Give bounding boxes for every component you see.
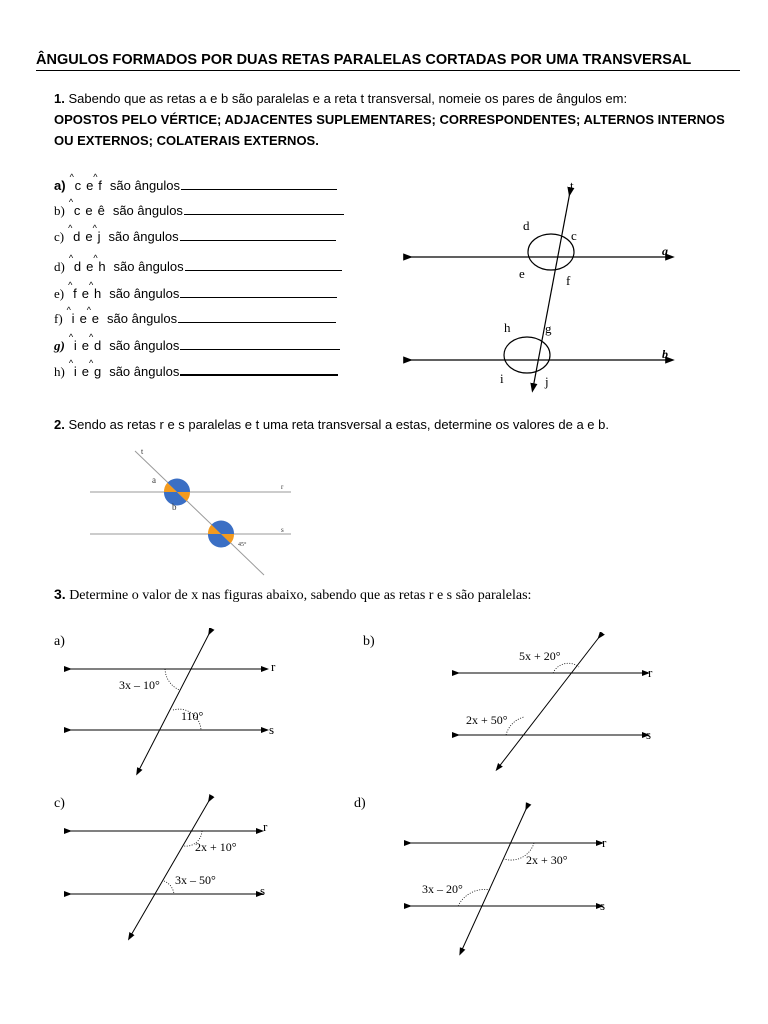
q1-item — [54, 259, 342, 275]
q1-item-conjunction: e — [86, 259, 94, 274]
label-d: d — [523, 218, 530, 233]
q1-item-conjunction: e — [85, 229, 93, 244]
q1-item — [54, 229, 336, 245]
q1-item-angle-a: ^ f — [73, 286, 77, 301]
fig-b-top: 5x + 20° — [519, 649, 561, 663]
label-f: f — [566, 273, 571, 288]
fig-c-s: s — [260, 883, 266, 898]
q1-item — [54, 364, 338, 380]
q3-figure-d — [400, 802, 620, 962]
q1-item-label: a) — [54, 178, 66, 193]
arc-bottom — [164, 881, 174, 894]
q1-answer-blank[interactable] — [185, 260, 342, 271]
label-a: a — [152, 475, 156, 485]
q1-item-angle-b: ê — [97, 203, 105, 218]
label-h: h — [504, 320, 511, 335]
fig-c-r: r — [263, 819, 268, 834]
q1-item-conjunction: e — [81, 338, 89, 353]
q1-intro-text: Sabendo que as retas a e b são paralelas e a reta t transversal, nomeie os pares de ângulos em: — [68, 91, 628, 106]
q1-item-angle-b: ^ j — [98, 229, 101, 244]
q1-item-angle-b: ^ e — [92, 311, 99, 326]
label-45: 45° — [238, 542, 247, 548]
fig-b-s: s — [646, 727, 652, 742]
label-r: r — [281, 483, 284, 491]
q1-item-suffix: são ângulos — [109, 364, 180, 379]
label-i: i — [500, 371, 504, 386]
q1-item-angle-a: ^ d — [73, 229, 80, 244]
q3-text — [54, 586, 531, 604]
fig-a-r: r — [271, 659, 276, 674]
circle-bottom — [504, 337, 550, 373]
q1-categories-line1: OPOSTOS PELO VÉRTICE; ADJACENTES SUPLEMENTARES; CORRESPONDENTES; ALTERNOS INTERNOS — [54, 112, 725, 127]
fig-b-label: b) — [363, 634, 375, 649]
line-t — [130, 799, 210, 937]
q1-item-angle-a: ^ d — [74, 259, 81, 274]
label-b: b — [172, 502, 177, 512]
fig-a-label: a) — [54, 634, 65, 649]
q1-intro — [54, 91, 627, 106]
line-t — [533, 192, 570, 388]
q1-number: 1. — [54, 91, 65, 106]
q1-item-conjunction: e — [81, 286, 89, 301]
q3-question: Determine o valor de x nas figuras abaixo, sabendo que as retas r e s são paralelas: — [69, 588, 532, 603]
fig-c-label: c) — [54, 796, 65, 811]
label-c: c — [571, 228, 577, 243]
q1-item-angle-a: ^ c — [75, 178, 82, 193]
q1-item-angle-b: ^ f — [98, 178, 102, 193]
q1-answer-blank[interactable] — [180, 230, 336, 241]
q3-figure-b — [448, 632, 668, 774]
title-underline — [36, 70, 740, 71]
page-title: ÂNGULOS FORMADOS POR DUAS RETAS PARALELAS CORTADAS POR UMA TRANSVERSAL — [36, 52, 692, 68]
fig-d-top: 2x + 30° — [526, 853, 568, 867]
q1-answer-blank[interactable] — [184, 204, 344, 215]
q1-item-label: c) — [54, 229, 65, 244]
q1-item — [54, 338, 340, 354]
q1-answer-blank[interactable] — [180, 364, 338, 376]
q2-question: Sendo as retas r e s paralelas e t uma reta transversal a estas, determine os valores de a e b. — [68, 417, 609, 432]
fig-c-bottom: 3x – 50° — [175, 873, 216, 887]
fig-d-bottom: 3x – 20° — [422, 882, 463, 896]
q1-item-angle-b: ^ g — [94, 364, 101, 379]
q1-item-label: e) — [54, 286, 65, 301]
fig-a-bottom: 110° — [181, 709, 204, 723]
q1-item-suffix: são ângulos — [109, 178, 181, 193]
q1-answer-blank[interactable] — [180, 287, 337, 298]
q1-item-suffix: são ângulos — [109, 338, 180, 353]
q1-item — [54, 203, 344, 219]
label-b: b — [662, 347, 668, 361]
label-t: t — [141, 447, 144, 456]
fig-d-s: s — [600, 898, 606, 913]
q2-number: 2. — [54, 417, 65, 432]
fig-d-r: r — [602, 835, 607, 850]
q3-figure-c — [60, 794, 290, 944]
label-j: j — [545, 374, 549, 389]
fig-b-r: r — [648, 665, 653, 680]
q1-answer-blank[interactable] — [181, 179, 337, 190]
label-t: t — [570, 178, 574, 193]
q1-item-suffix: são ângulos — [112, 203, 183, 218]
q1-item-angle-b: ^ d — [94, 338, 101, 353]
q1-answer-blank[interactable] — [180, 339, 340, 350]
q1-item-suffix: são ângulos — [109, 286, 180, 301]
q1-item-label: h) — [54, 364, 65, 379]
q1-item-angle-a: ^ i — [74, 364, 77, 379]
q1-item-label: f) — [54, 311, 63, 326]
q1-categories-line2: OU EXTERNOS; COLATERAIS EXTERNOS. — [54, 133, 319, 148]
q1-item-label: d) — [54, 259, 65, 274]
q2-figure — [88, 443, 303, 580]
fig-a-top: 3x – 10° — [119, 678, 160, 692]
arc-bottom — [506, 717, 524, 735]
line-t — [461, 807, 527, 952]
label-a: a — [662, 244, 668, 258]
line-t — [135, 451, 264, 575]
q1-item-suffix: são ângulos — [108, 229, 179, 244]
label-s: s — [281, 526, 284, 534]
q1-item-label: b) — [54, 203, 65, 218]
q1-figure — [400, 170, 700, 400]
q3-number: 3. — [54, 586, 66, 602]
q1-item-angle-a: ^ i — [74, 338, 77, 353]
q2-text — [54, 417, 609, 432]
q1-item-angle-a: ^ c — [74, 203, 81, 218]
fig-a-s: s — [269, 722, 275, 737]
q1-answer-blank[interactable] — [178, 312, 336, 323]
q1-item-conjunction: e — [79, 311, 87, 326]
q3-figure-a — [60, 628, 290, 778]
q1-item — [54, 311, 336, 327]
q1-item-label: g) — [54, 338, 65, 353]
line-t — [138, 632, 210, 772]
q1-item-suffix: são ângulos — [113, 259, 184, 274]
q1-item — [54, 286, 337, 302]
q1-item-angle-b: ^ h — [98, 259, 105, 274]
fig-d-label: d) — [354, 796, 366, 811]
fig-b-bottom: 2x + 50° — [466, 713, 508, 727]
arc-top — [165, 669, 180, 690]
q1-item-angle-a: ^ i — [72, 311, 75, 326]
q1-item-suffix: são ângulos — [107, 311, 178, 326]
q1-item-conjunction: e — [85, 203, 93, 218]
q1-item-conjunction: e — [81, 364, 89, 379]
circle-top — [528, 234, 574, 270]
label-g: g — [545, 321, 552, 336]
q1-item-angle-b: ^ h — [94, 286, 101, 301]
fig-c-top: 2x + 10° — [195, 840, 237, 854]
q1-item — [54, 178, 337, 193]
label-e: e — [519, 266, 525, 281]
q1-item-conjunction: e — [86, 178, 94, 193]
